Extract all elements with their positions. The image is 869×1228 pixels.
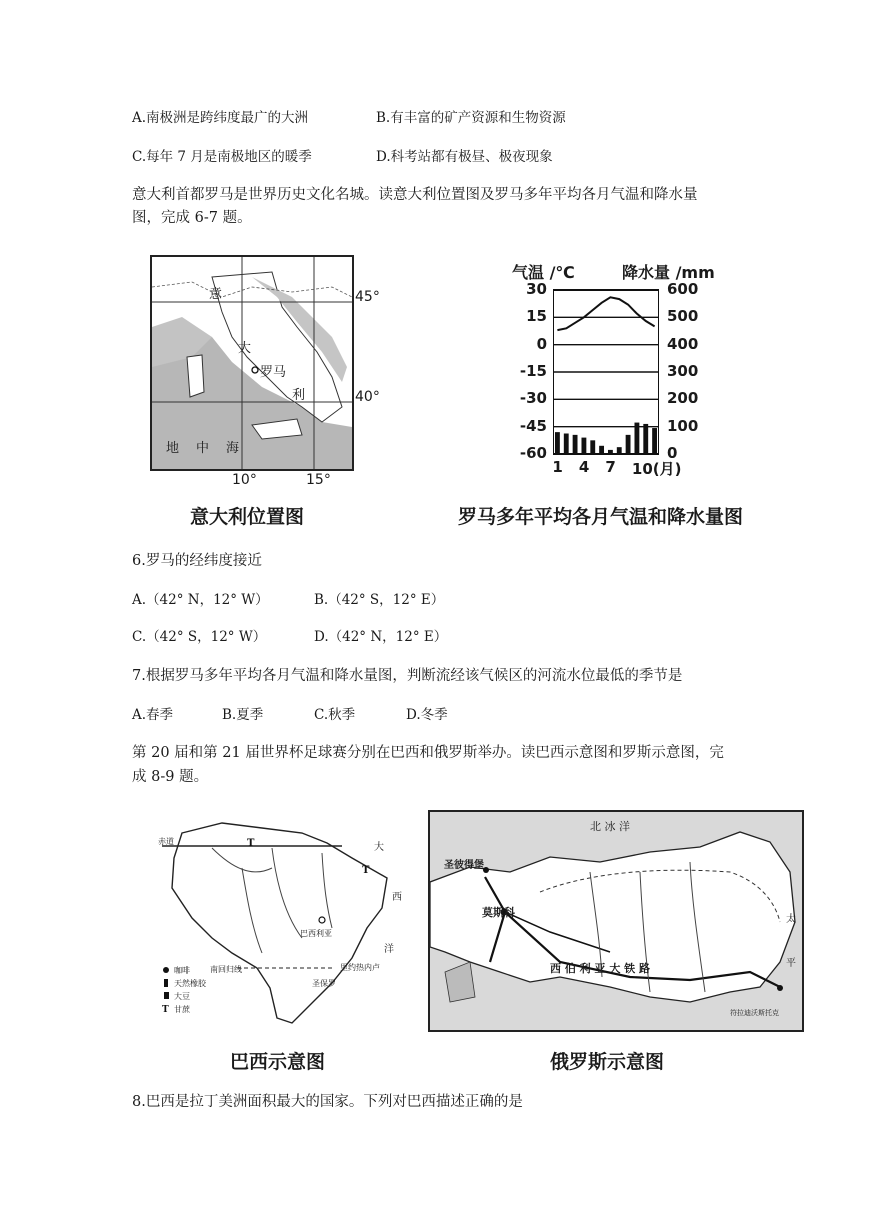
chart-right-axis-label: 降水量 /mm — [622, 263, 715, 282]
temp-tick-label: 30 — [526, 280, 547, 298]
label-lon-15: 15° — [306, 472, 331, 488]
label-sea-2: 中 — [196, 441, 210, 456]
russia-map-drawing — [430, 812, 802, 1030]
precip-tick-label: 0 — [667, 444, 678, 462]
label-yi: 意 — [209, 287, 223, 302]
label-moscow: 莫斯科 — [482, 906, 515, 919]
temp-tick-label: -15 — [519, 362, 547, 380]
svg-text:T: T — [162, 1005, 169, 1015]
precip-bar — [581, 438, 586, 454]
intro-8-9-line2: 成 8-9 题。 — [132, 769, 209, 785]
precip-tick-label: 300 — [667, 362, 699, 380]
precip-tick-label: 500 — [667, 307, 699, 326]
q6-option-a: A.（42° N，12° W） — [132, 592, 269, 608]
x-tick-label: 10(月) — [631, 460, 682, 478]
svg-text:T: T — [247, 838, 255, 849]
precip-bar — [555, 432, 560, 454]
precip-bar — [573, 435, 578, 454]
q6-option-d: D.（42° N，12° E） — [314, 629, 448, 645]
temp-tick-label: 15 — [526, 307, 547, 326]
precip-bar — [564, 434, 569, 455]
q5-option-b: B.有丰富的矿产资源和生物资源 — [376, 110, 566, 126]
temp-tick-label: -45 — [519, 416, 547, 435]
label-arctic: 北 冰 洋 — [590, 820, 630, 833]
russia-map-caption: 俄罗斯示意图 — [550, 1051, 665, 1073]
italy-map-caption: 意大利位置图 — [190, 506, 305, 528]
svg-text:T: T — [362, 865, 370, 876]
q7-option-a: A.春季 — [132, 707, 174, 723]
label-tai: 太 — [786, 914, 796, 925]
legend-coffee: 咖啡 — [174, 966, 190, 975]
temp-tick-label: -60 — [519, 444, 547, 462]
label-lat-40: 40° — [355, 389, 380, 405]
temp-tick-label: 0 — [536, 334, 547, 353]
q6-option-c: C.（42° S，12° W） — [132, 629, 267, 645]
label-lat-45: 45° — [355, 289, 380, 305]
climate-chart — [553, 284, 659, 460]
precip-bar — [608, 450, 613, 454]
label-vladivostok: 符拉迪沃斯托克 — [730, 1009, 779, 1017]
precip-bar — [617, 447, 622, 454]
brazil-map-caption: 巴西示意图 — [230, 1051, 326, 1073]
q5-option-c: C.每年 7 月是南极地区的暖季 — [132, 149, 312, 165]
temp-tick-label: -30 — [519, 389, 547, 408]
climate-chart-caption: 罗马多年平均各月气温和降水量图 — [458, 506, 744, 528]
label-ping: 平 — [786, 958, 796, 969]
label-brazil-da: 大 — [374, 842, 384, 853]
q6-option-b: B.（42° S，12° E） — [314, 592, 445, 608]
label-brazil-xi: 西 — [392, 892, 402, 903]
q7-option-c: C.秋季 — [314, 707, 356, 723]
italy-map-drawing — [152, 257, 352, 469]
precip-bar — [652, 428, 657, 454]
precip-tick-label: 100 — [667, 416, 699, 435]
precip-bar — [590, 440, 595, 454]
intro-6-7-line2: 图，完成 6-7 题。 — [132, 210, 252, 226]
precip-bar — [643, 424, 648, 454]
label-tropic: 南回归线 — [210, 965, 242, 974]
label-rome: 罗马 — [260, 365, 287, 380]
q7-option-d: D.冬季 — [406, 707, 448, 723]
label-sea-3: 海 — [226, 441, 240, 456]
label-li: 利 — [292, 388, 306, 403]
q7-option-b: B.夏季 — [222, 707, 264, 723]
italy-map — [150, 255, 354, 471]
x-tick-label: 7 — [605, 458, 616, 476]
label-brasilia: 巴西利亚 — [300, 929, 332, 938]
intro-8-9-line1: 第 20 届和第 21 届世界杯足球赛分别在巴西和俄罗斯举办。读巴西示意图和罗斯示意图，完 — [132, 745, 724, 761]
q6-stem: 6.罗马的经纬度接近 — [132, 553, 262, 569]
legend-soybean: 大豆 — [174, 992, 190, 1001]
legend-sugarcane: 甘蔗 — [174, 1005, 190, 1014]
label-st-petersburg: 圣彼得堡 — [444, 860, 484, 871]
precip-tick-label: 600 — [667, 280, 699, 298]
q5-option-a: A.南极洲是跨纬度最广的大洲 — [132, 110, 309, 126]
precip-bar — [626, 435, 631, 454]
label-sea-1: 地 — [166, 441, 180, 456]
label-rio: 里约热内卢 — [340, 963, 380, 972]
precip-tick-label: 400 — [667, 334, 699, 353]
chart-left-axis-label: 气温 /℃ — [512, 263, 575, 282]
q5-option-d: D.科考站都有极昼、极夜现象 — [376, 149, 553, 165]
q8-stem: 8.巴西是拉丁美洲面积最大的国家。下列对巴西描述正确的是 — [132, 1094, 523, 1110]
russia-map — [428, 810, 804, 1032]
x-tick-label: 4 — [578, 458, 590, 476]
brazil-map-drawing — [152, 808, 412, 1038]
label-trans-siberian: 西 伯 利 亚 大 铁 路 — [550, 962, 650, 975]
intro-6-7-line1: 意大利首都罗马是世界历史文化名城。读意大利位置图及罗马多年平均各月气温和降水量 — [132, 187, 698, 203]
label-equator: 赤道 — [158, 837, 174, 846]
label-sao-paulo: 圣保罗 — [312, 979, 336, 988]
precip-bar — [634, 423, 639, 454]
precip-bar — [599, 446, 604, 454]
precip-tick-label: 200 — [667, 389, 699, 408]
x-tick-label: 1 — [552, 458, 563, 476]
label-lon-10: 10° — [232, 472, 257, 488]
q7-stem: 7.根据罗马多年平均各月气温和降水量图，判断流经该气候区的河流水位最低的季节是 — [132, 668, 683, 684]
label-da: 大 — [238, 341, 252, 356]
label-brazil-yang: 洋 — [384, 944, 394, 955]
brazil-map — [152, 808, 412, 1038]
legend-rubber: 天然橡胶 — [174, 979, 206, 988]
rome-dot — [252, 367, 258, 373]
